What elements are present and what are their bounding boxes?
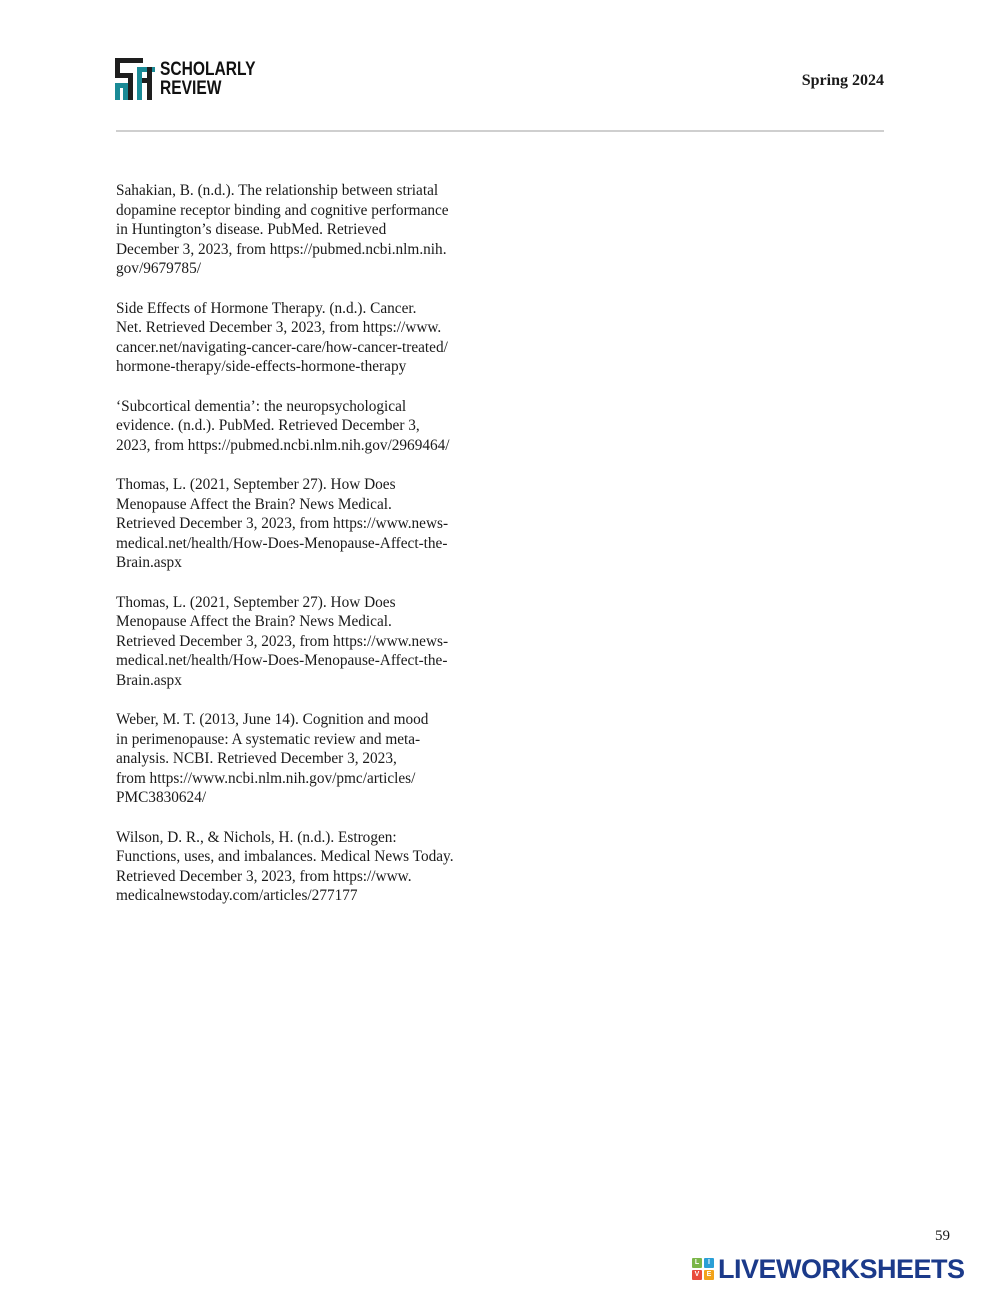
- reference-line: PMC3830624/: [116, 789, 207, 806]
- reference-line: Side Effects of Hormone Therapy. (n.d.). Cancer.: [116, 299, 417, 317]
- reference-line: Thomas, L. (2021, September 27). How Does: [116, 593, 396, 611]
- reference-line: dopamine receptor binding and cognitive performance: [116, 201, 449, 219]
- scholarly-review-logo-icon: [115, 58, 155, 100]
- reference-line: analysis. NCBI. Retrieved December 3, 2023,: [116, 750, 397, 767]
- reference-line: medicalnewstoday.com/articles/277177: [116, 887, 358, 904]
- logo-line-1: SCHOLARLY: [160, 59, 256, 80]
- logo-line-2: REVIEW: [160, 78, 222, 99]
- reference-entry: [116, 397, 486, 456]
- reference-line: hormone-therapy/side-effects-hormone-therapy: [116, 358, 407, 375]
- reference-line: Retrieved December 3, 2023, from https://www.: [116, 867, 412, 885]
- reference-line: ‘Subcortical dementia’: the neuropsychological: [116, 397, 407, 415]
- reference-line: Menopause Affect the Brain? News Medical.: [116, 613, 392, 630]
- reference-entry: [116, 475, 486, 573]
- reference-line: Sahakian, B. (n.d.). The relationship between striatal: [116, 182, 439, 199]
- reference-line: in perimenopause: A systematic review and meta-: [116, 730, 421, 748]
- logo-wordmark: [160, 60, 256, 98]
- reference-line: Brain.aspx: [116, 671, 182, 689]
- reference-line: medical.net/health/How-Does-Menopause-Affect-the-: [116, 652, 448, 669]
- reference-entry: [116, 710, 486, 808]
- reference-line: Menopause Affect the Brain? News Medical.: [116, 495, 392, 513]
- reference-entry: [116, 828, 486, 906]
- reference-line: December 3, 2023, from https://pubmed.ncbi.nlm.nih.: [116, 240, 447, 258]
- watermark-text: LIVEWORKSHEETS: [718, 1254, 965, 1284]
- reference-line: Brain.aspx: [116, 554, 182, 571]
- watermark-block-l: L: [692, 1258, 702, 1268]
- watermark-block-i: I: [704, 1258, 714, 1268]
- liveworksheets-watermark[interactable]: [692, 1254, 965, 1284]
- reference-line: from https://www.ncbi.nlm.nih.gov/pmc/articles/: [116, 769, 416, 787]
- reference-line: 2023, from https://pubmed.ncbi.nlm.nih.gov/2969464/: [116, 436, 450, 454]
- liveworksheets-logo-icon: [692, 1258, 714, 1280]
- watermark-block-v: V: [692, 1270, 702, 1280]
- reference-line: Thomas, L. (2021, September 27). How Does: [116, 476, 396, 493]
- reference-line: in Huntington’s disease. PubMed. Retrieved: [116, 221, 387, 238]
- reference-entry: [116, 299, 486, 377]
- reference-line: Functions, uses, and imbalances. Medical News Today.: [116, 848, 454, 865]
- reference-list: [116, 181, 486, 926]
- reference-line: Retrieved December 3, 2023, from https://www.news-: [116, 632, 449, 650]
- reference-line: Weber, M. T. (2013, June 14). Cognition and mood: [116, 711, 429, 728]
- reference-line: evidence. (n.d.). PubMed. Retrieved December 3,: [116, 417, 420, 434]
- reference-line: gov/9679785/: [116, 260, 201, 277]
- watermark-block-e: E: [704, 1270, 714, 1280]
- reference-line: cancer.net/navigating-cancer-care/how-cancer-treated/: [116, 338, 448, 356]
- issue-label: Spring 2024: [801, 72, 884, 89]
- reference-line: Wilson, D. R., & Nichols, H. (n.d.). Estrogen:: [116, 828, 397, 846]
- reference-entry: [116, 181, 486, 279]
- reference-line: Retrieved December 3, 2023, from https://www.news-: [116, 515, 449, 532]
- reference-entry: [116, 593, 486, 691]
- header-divider: [116, 130, 884, 132]
- reference-line: Net. Retrieved December 3, 2023, from https://www.: [116, 319, 442, 336]
- page-number: 59: [935, 1228, 950, 1244]
- scholarly-review-logo: [115, 58, 276, 100]
- reference-line: medical.net/health/How-Does-Menopause-Affect-the-: [116, 534, 448, 552]
